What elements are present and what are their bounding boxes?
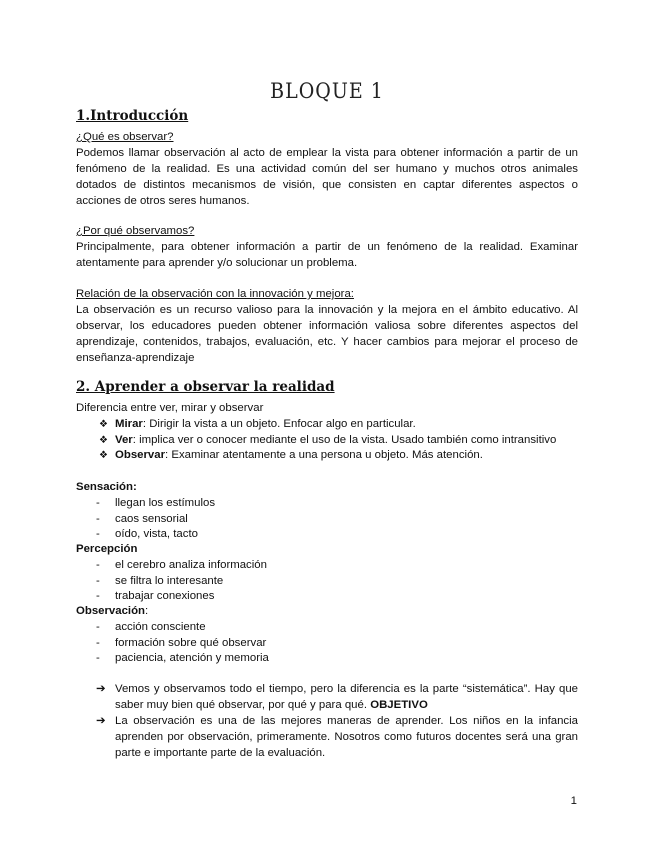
sensacion-label: Sensación: [76, 481, 137, 493]
definitions-intro: Diferencia entre ver, mirar y observar [76, 402, 264, 414]
list-item: - formación sobre qué observar [96, 636, 267, 649]
observacion-label: Observación: [76, 605, 149, 617]
paragraph-innovation: La observación es un recurso valioso para la innovación y la mejora en el ámbito educativo. Al observar, los educadores pueden obtener información valiosa sobre diferentes aspectos del aprendizaje, contenidos, trabajos, evaluación, etc. Y hacer cambios para mejorar el proceso de enseñanza-aprendizaje [76, 304, 578, 364]
paragraph-why: Principalmente, para obtener información a partir de un fenómeno de la realidad. Examinar atentamente para aprender y/o solucionar un problema. [76, 241, 578, 269]
conclusion-item: ➔ La observación es una de las mejores maneras de aprender. Los niños en la infancia aprenden por observación, primeramente. Nosotros como futuros docentes será una gran parte e importante parte de la evaluación. [96, 714, 578, 759]
list-item: - caos sensorial [96, 512, 188, 525]
block-title: BLOQUE 1 [270, 78, 384, 104]
list-item: - se filtra lo interesante [96, 574, 224, 587]
arrow-right-icon: ➔ [96, 714, 106, 727]
question-innovation: Relación de la observación con la innovación y mejora: [76, 288, 354, 300]
definitions-list [76, 417, 578, 464]
question-why-observe: ¿Por qué observamos? [76, 225, 195, 237]
list-item: - trabajar conexiones [96, 590, 215, 602]
definition-item: ❖ Ver: implica ver o conocer mediante el uso de la vista. Usado también como intransitivo [76, 433, 578, 449]
page-number: 1 [570, 795, 577, 807]
diamond-bullet-icon: ❖ [99, 450, 108, 461]
arrow-right-icon: ➔ [96, 683, 106, 695]
percepcion-list [76, 558, 578, 605]
diamond-bullet-icon: ❖ [99, 419, 108, 430]
percepcion-label: Percepción [76, 543, 138, 555]
list-item: - paciencia, atención y memoria [96, 652, 269, 664]
conclusion-list [76, 682, 578, 762]
sensacion-list [76, 496, 578, 543]
list-item: - llegan los estímulos [96, 497, 216, 509]
section-2-heading: 2. Aprender a observar la realidad [76, 379, 335, 395]
section-1-heading: 1.Introducción [76, 108, 189, 124]
paragraph-definition: Podemos llamar observación al acto de emplear la vista para obtener información a partir de un fenómeno de la realidad. Es una actividad común del ser humano y muchos otros animales dotados de distintos mecanismos de visión, que consisten en captar diferentes aspectos o acciones de otros seres humanos. [76, 147, 578, 207]
list-item: - acción consciente [96, 621, 206, 633]
diamond-bullet-icon: ❖ [99, 434, 108, 446]
definition-item: ❖ Mirar: Dirigir la vista a un objeto. Enfocar algo en particular. [76, 417, 578, 433]
question-what-is-observing: ¿Qué es observar? [76, 131, 174, 143]
definition-item: ❖ Observar: Examinar atentamente a una persona u objeto. Más atención. [76, 448, 578, 464]
list-item: - oído, vista, tacto [96, 528, 198, 540]
observacion-list [76, 620, 578, 667]
conclusion-item: ➔ Vemos y observamos todo el tiempo, pero la diferencia es la parte “sistemática”. Hay que saber muy bien qué observar, por qué y para qué. OBJETIVO [96, 683, 578, 711]
list-item: - el cerebro analiza información [96, 559, 267, 571]
